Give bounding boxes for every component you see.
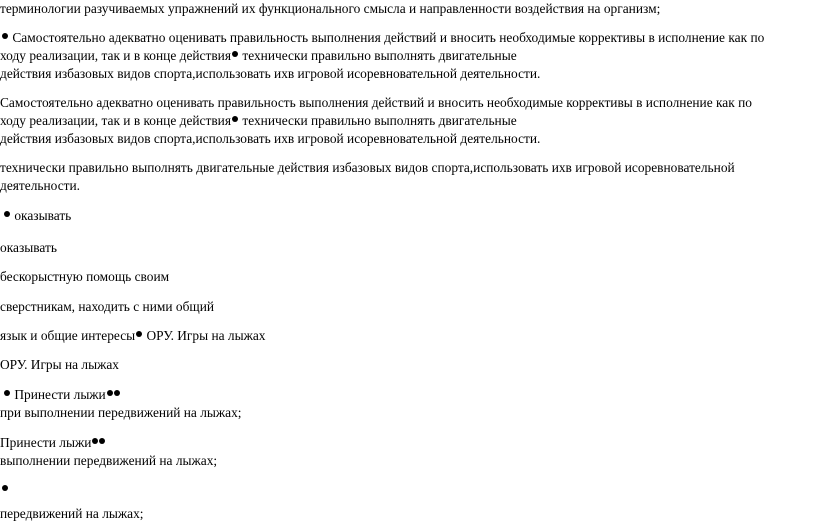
paragraph-peers: [0, 298, 214, 316]
text-line: Принести лыжи: [0, 435, 92, 450]
text-line: ходу реализации, так и в конце действия: [0, 48, 231, 63]
paragraph-self-evaluation-line2: [0, 112, 517, 130]
paragraph-terminology: [0, 0, 660, 18]
paragraph-bring-skis: [0, 434, 106, 452]
text-line: деятельности.: [0, 178, 81, 193]
text-line: передвижений на лыжах;: [0, 506, 144, 521]
paragraph-self-evaluation-line3: [0, 130, 540, 148]
bullet-dot-icon: [4, 390, 10, 396]
text-line: Самостоятельно адекватно оценивать правильность выполнения действий и вносить необходимые коррективы в исполнение как по: [9, 30, 765, 45]
text-line: бескорыстную помощь своим: [0, 269, 170, 284]
paragraph-ski-movements: [0, 505, 144, 523]
text-line: язык и общие интересы: [0, 328, 136, 343]
text-line: оказывать: [0, 240, 57, 255]
text-line: оказывать: [11, 208, 72, 223]
paragraph-self-evaluation-bulleted: [0, 29, 764, 47]
text-line: ходу реализации, так и в конце действия: [0, 113, 231, 128]
text-line: технически правильно выполнять двигательные: [239, 113, 517, 128]
bullet-dot-icon: [136, 331, 142, 337]
text-line: Самостоятельно адекватно оценивать правильность выполнения действий и вносить необходимые коррективы в исполнение как по: [0, 95, 752, 110]
paragraph-technique-line2: [0, 177, 80, 195]
bullet-dot-icon: [107, 390, 113, 396]
text-line: действия избазовых видов спорта,использовать ихв игровой исоревновательной деятельности.: [0, 131, 541, 146]
paragraph-lone-bullet: [0, 481, 9, 499]
paragraph-bring-skis-bulleted: [0, 386, 121, 404]
text-line: при выполнении передвижений на лыжах;: [0, 405, 242, 420]
paragraph-unselfish-help: [0, 268, 169, 286]
bullet-dot-icon: [114, 390, 120, 396]
bullet-dot-icon: [99, 438, 105, 444]
text-line: выполнении передвижений на лыжах;: [0, 453, 218, 468]
bullet-dot-icon: [2, 33, 8, 39]
bullet-dot-icon: [232, 51, 238, 57]
paragraph-bring-skis-line2: [0, 452, 217, 470]
text-line: сверстникам, находить с ними общий: [0, 299, 215, 314]
bullet-dot-icon: [92, 438, 98, 444]
paragraph-self-evaluation-bulleted-line3: [0, 65, 540, 83]
paragraph-technique: [0, 159, 735, 177]
text-line: технически правильно выполнять двигательные действия избазовых видов спорта,использовать ихв игровой исоревновательной: [0, 160, 735, 175]
paragraph-bring-skis-bulleted-line2: [0, 404, 242, 422]
bullet-dot-icon: [232, 116, 238, 122]
paragraph-exercises-ski-games: [0, 356, 119, 374]
text-line: ОРУ. Игры на лыжах: [0, 357, 120, 372]
paragraph-common-language: [0, 327, 266, 345]
text-line: ОРУ. Игры на лыжах: [143, 328, 266, 343]
paragraph-help: [0, 239, 57, 257]
paragraph-self-evaluation: [0, 94, 752, 112]
bullet-dot-icon: [2, 485, 8, 491]
bullet-dot-icon: [4, 211, 10, 217]
paragraph-self-evaluation-bulleted-line2: [0, 47, 517, 65]
text-line: Принести лыжи: [11, 387, 106, 402]
text-line: технически правильно выполнять двигательные: [239, 48, 517, 63]
paragraph-help-bulleted: [0, 207, 71, 225]
text-line: терминологии разучиваемых упражнений их функционального смысла и направленности воздействия на организм;: [0, 1, 661, 16]
text-line: действия избазовых видов спорта,использовать ихв игровой исоревновательной деятельности.: [0, 66, 541, 81]
